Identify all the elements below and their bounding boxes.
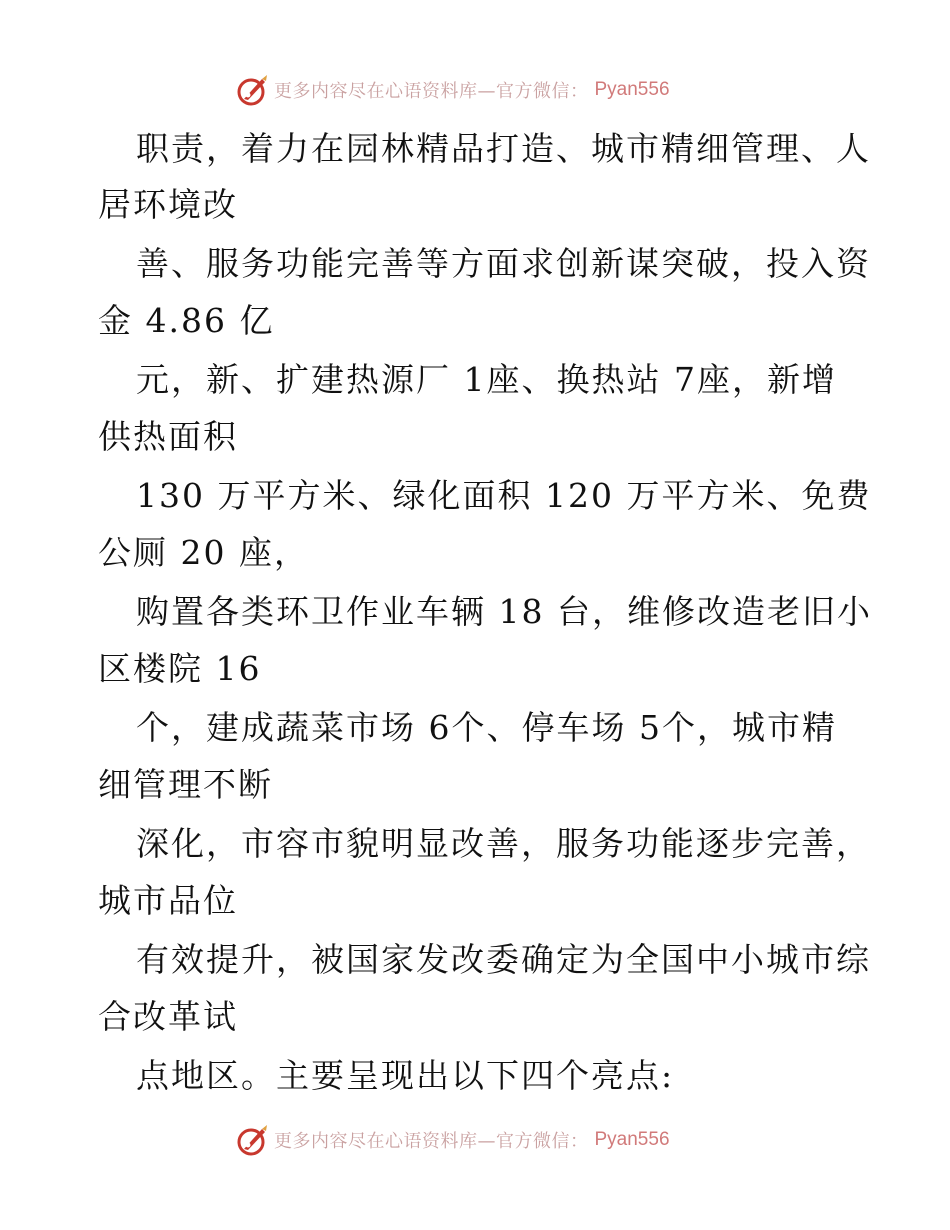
text-line: 点地区。主要呈现出以下四个亮点: bbox=[136, 1056, 675, 1095]
watermark-wechat-id: Pyan556 bbox=[594, 79, 670, 100]
header-watermark bbox=[236, 73, 670, 107]
text-line: 供热面积 bbox=[98, 417, 238, 456]
text-line: 细管理不断 bbox=[98, 765, 273, 804]
text-line: 公厕 20 座， bbox=[98, 533, 309, 572]
text-line: 居环境改 bbox=[98, 185, 238, 224]
text-line: 合改革试 bbox=[98, 997, 238, 1036]
text-line: 有效提升，被国家发改委确定为全国中小城市综 bbox=[136, 940, 871, 979]
text-line: 职责，着力在园林精品打造、城市精细管理、人 bbox=[136, 129, 871, 168]
text-line: 区楼院 16 bbox=[98, 649, 262, 688]
watermark-wechat-id: Pyan556 bbox=[594, 1129, 670, 1150]
footer-watermark bbox=[236, 1123, 670, 1157]
text-line: 130 万平方米、绿化面积 120 万平方米、免费 bbox=[136, 476, 872, 515]
text-line: 深化，市容市貌明显改善，服务功能逐步完善， bbox=[136, 824, 871, 863]
text-line: 元，新、扩建热源厂 1座、换热站 7座，新增 bbox=[136, 360, 837, 399]
text-line: 金 4.86 亿 bbox=[98, 301, 275, 340]
quill-logo-icon bbox=[236, 73, 270, 107]
watermark-text: 更多内容尽在心语资料库—官方微信： bbox=[274, 1131, 589, 1152]
watermark-text: 更多内容尽在心语资料库—官方微信： bbox=[274, 81, 589, 102]
text-line: 购置各类环卫作业车辆 18 台，维修改造老旧小 bbox=[136, 592, 872, 631]
text-line: 城市品位 bbox=[98, 881, 238, 920]
text-line: 个，建成蔬菜市场 6个、停车场 5个，城市精 bbox=[136, 708, 837, 747]
quill-logo-icon bbox=[236, 1123, 270, 1157]
text-line: 善、服务功能完善等方面求创新谋突破，投入资 bbox=[136, 244, 871, 283]
